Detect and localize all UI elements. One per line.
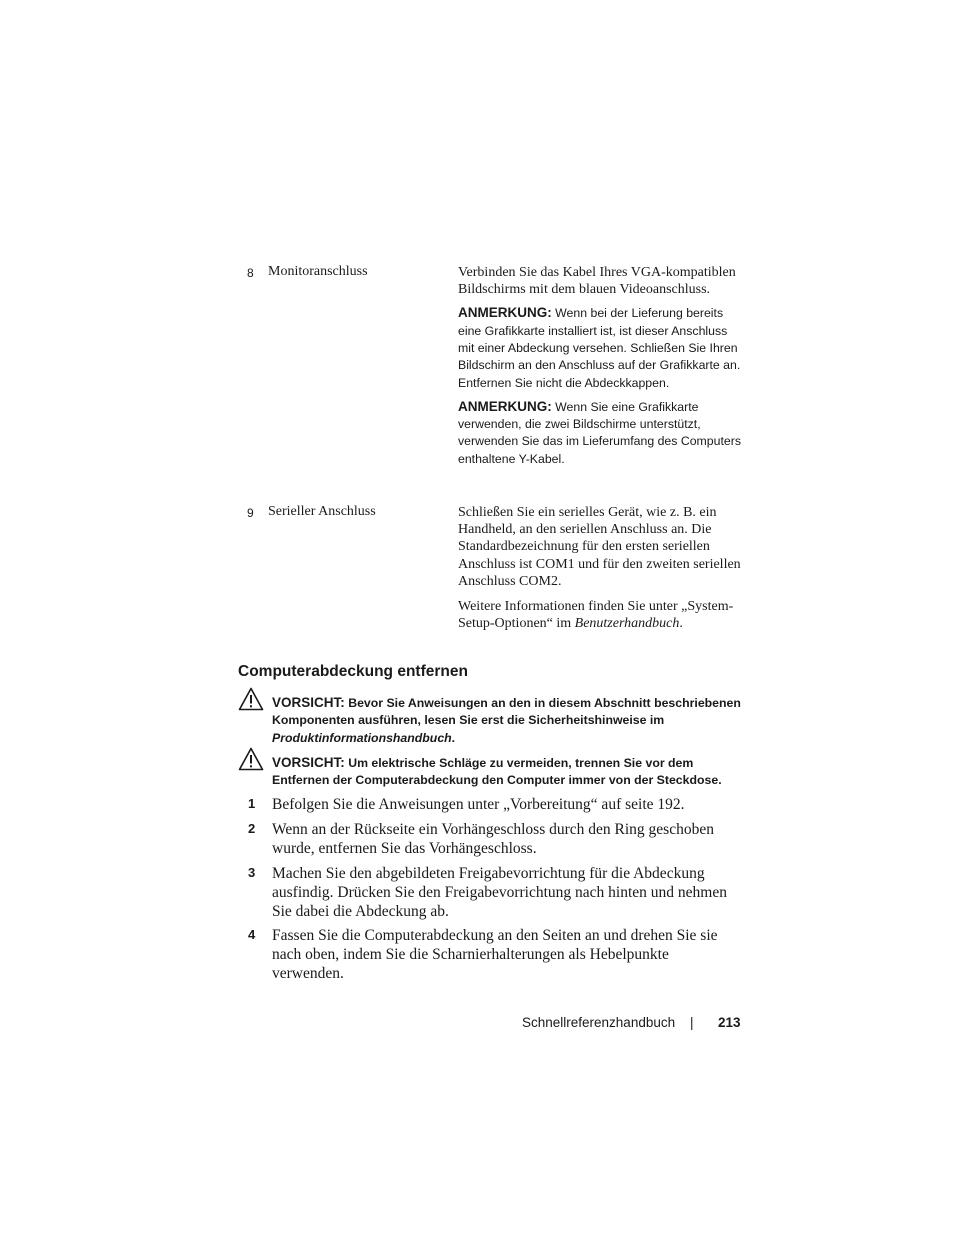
step-text: Befolgen Sie die Anweisungen unter „Vorbereitung“ auf seite 192. [272,796,685,813]
warning-triangle-icon [238,687,264,711]
row-label: Monitoranschluss [268,264,368,279]
note-keyword: ANMERKUNG: [458,305,552,321]
step-text: Machen Sie den abgebildeten Freigabevorrichtung für die Abdeckung ausfindig. Drücken Sie den Freigabevorrichtung nach hinten und nehmen Sie dabei die Abdeckung ab. [272,865,727,920]
section-heading: Computerabdeckung entfernen [238,663,468,680]
step-number: 4 [248,927,256,942]
note [458,304,743,391]
description-text: Verbinden Sie das Kabel Ihres VGA-kompatiblen Bildschirms mit dem blauen Videoanschluss. [458,265,736,298]
note-text: Wenn bei der Lieferung bereits eine Grafikkarte installiert ist, ist dieser Anschluss mit einer Abdeckung versehen. Schließen Sie Ihren Bildschirm an den Anschluss auf der Grafikkarte an. Entfernen Sie nicht die Abdeckkappen. [458,306,741,390]
manual-reference: Produktinformationshandbuch [272,730,452,745]
step-number: 2 [248,821,256,836]
row-description [458,504,743,638]
description-more-info: Weitere Informationen finden Sie unter „System-Setup-Optionen“ im Benutzerhandbuch. [458,599,734,632]
note [458,398,743,468]
step-text: Fassen Sie die Computerabdeckung an den Seiten an und drehen Sie sie nach oben, indem Sie die Scharnierhalterungen als Hebelpunkte verwenden. [272,927,718,982]
row-description [458,264,743,474]
step-number: 1 [248,796,256,811]
note-keyword: ANMERKUNG: [458,398,552,414]
page-number: 213 [718,1015,741,1030]
caution-text: VORSICHT: Bevor Sie Anweisungen an den in diesem Abschnitt beschriebenen Komponenten ausführen, lesen Sie erst die Sicherheitshinweise im Produktinformationshandbuch. [272,695,741,745]
row-number: 8 [247,266,254,280]
row-label: Serieller Anschluss [268,504,376,519]
caution-keyword: VORSICHT: [272,755,345,770]
step-number: 3 [248,865,256,880]
manual-reference: Benutzerhandbuch [574,616,680,632]
caution-keyword: VORSICHT: [272,695,345,710]
footer-title: Schnellreferenzhandbuch [522,1015,676,1030]
warning-triangle-icon [238,747,264,771]
note-text: Wenn Sie eine Grafikkarte verwenden, die zwei Bildschirme unterstützt, verwenden Sie das im Lieferumfang des Computers enthaltene Y-Kabel. [458,399,741,466]
footer-separator: | [690,1015,694,1030]
description-text: Schließen Sie ein serielles Gerät, wie z. B. ein Handheld, an den seriellen Anschluss an. Die Standardbezeichnung für den ersten seriellen Anschluss ist COM1 und für den zweiten seriellen Anschluss COM2. [458,505,741,589]
step-text: Wenn an der Rückseite ein Vorhängeschloss durch den Ring geschoben wurde, entfernen Sie das Vorhängeschloss. [272,821,714,857]
row-number: 9 [247,506,254,520]
caution-text: VORSICHT: Um elektrische Schläge zu vermeiden, trennen Sie vor dem Entfernen der Computerabdeckung den Computer immer von der Steckdose. [272,755,722,788]
